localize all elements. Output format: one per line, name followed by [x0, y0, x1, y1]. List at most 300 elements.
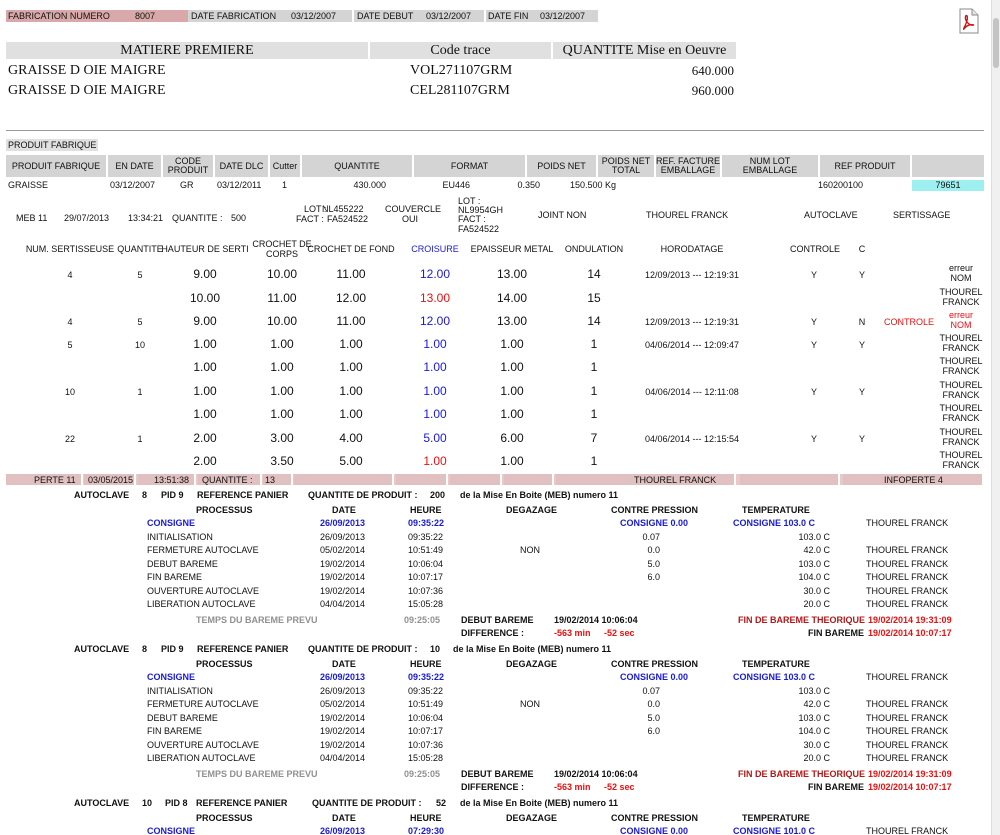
autoclave-header-2: HEURE	[410, 505, 442, 515]
couvercle-label: COUVERCLE	[385, 204, 442, 214]
processus-heure: 09:35:22	[408, 685, 444, 696]
serti-crochet-fond: 1.00	[339, 360, 363, 374]
ref-panier-label: REFERENCE PANIER	[197, 644, 289, 654]
serti-crochet-corps: 3.50	[270, 454, 294, 468]
meb-ref-text: de la Mise En Boite (MEB) numero 11	[460, 490, 619, 500]
perte-cell-7	[450, 474, 502, 485]
matiere-qty: 960.000	[691, 83, 734, 98]
processus-date: 05/02/2014	[320, 545, 366, 555]
produit-cell-4: 1	[282, 180, 288, 190]
lot1-value: NL455222	[322, 204, 364, 214]
processus-degazage: NON	[520, 545, 540, 555]
processus-date: 19/02/2014	[320, 585, 366, 596]
meb-time: 13:34:21	[128, 213, 164, 223]
processus-contre-pression: 0.0	[647, 699, 660, 709]
qte-produit: 10	[430, 644, 441, 654]
autoclave-header-2: HEURE	[410, 813, 442, 823]
processus-date: 04/04/2014	[320, 599, 366, 609]
autoclave-header-5: TEMPERATURE	[742, 813, 810, 823]
processus-heure: 09:35:22	[408, 531, 444, 542]
serti-ondulation: 1	[590, 384, 598, 398]
serti-header-1: QUANTITE	[117, 244, 163, 254]
autoclave-header-5: TEMPERATURE	[742, 659, 810, 669]
matiere-header: MATIERE PREMIERE	[6, 42, 368, 59]
produit-header-10: NUM LOT EMBALLAGE	[722, 155, 818, 177]
fin-bareme-label: FIN BAREME	[808, 782, 864, 792]
processus-heure: 09:35:22	[408, 672, 445, 682]
processus-date: 26/09/2013	[320, 826, 366, 835]
serti-croisure: 1.00	[423, 360, 447, 374]
serti-crochet-corps: 1.00	[270, 337, 294, 351]
serti-crochet-fond: 4.00	[339, 431, 363, 445]
processus-temperature: 104.0 C	[798, 726, 830, 736]
serti-croisure: 1.00	[423, 454, 447, 468]
meb-ref-text: de la Mise En Boite (MEB) numero 11	[453, 644, 612, 654]
processus-operator: THOUREL FRANCK	[866, 558, 949, 569]
serti-header-10: C	[858, 244, 866, 254]
processus-heure: 10:06:04	[408, 712, 444, 723]
produit-section-title: PRODUIT FABRIQUE	[8, 140, 97, 150]
serti-operator: THOUREL FRANCK	[939, 450, 983, 470]
serti-hauteur: 1.00	[193, 360, 217, 374]
autoclave-label: AUTOCLAVE	[74, 798, 130, 808]
serti-epaisseur: 1.00	[500, 454, 524, 468]
produit-cell-8: 150.500 Kg	[570, 180, 617, 190]
serti-ondulation: 14	[587, 267, 601, 281]
serti-qty: 5	[137, 270, 143, 280]
processus-name: FERMETURE AUTOCLAVE	[147, 699, 259, 709]
serti-epaisseur: 13.00	[496, 267, 528, 281]
serti-operator: THOUREL FRANCK	[939, 333, 983, 353]
autoclave-num: 10	[142, 798, 153, 808]
serti-controle: Y	[810, 434, 817, 444]
produit-cell-5: 430.000	[353, 180, 386, 190]
serti-operator: THOUREL FRANCK	[939, 356, 983, 376]
perte-info: INFOPERTE 4	[884, 475, 943, 485]
serti-ondulation: 1	[590, 337, 598, 351]
processus-name: LIBERATION AUTOCLAVE	[147, 753, 256, 763]
autoclave-header-1: DATE	[332, 659, 356, 669]
date-debut-value: 03/12/2007	[426, 11, 472, 21]
fin-bareme-value: 19/02/2014 10:07:17	[868, 782, 952, 792]
processus-heure: 07:29:30	[408, 826, 445, 835]
produit-header-4: Cutter	[270, 155, 300, 177]
couvercle-value: OUI	[402, 214, 419, 224]
processus-name: CONSIGNE	[147, 518, 196, 528]
processus-contre-pression: 5.0	[647, 712, 660, 723]
qte-produit: 200	[430, 490, 446, 500]
produit-cell-7: 0.350	[517, 180, 540, 190]
processus-heure: 10:51:49	[408, 699, 444, 709]
serti-operator: THOUREL FRANCK	[939, 403, 983, 423]
serti-qty: 10	[134, 340, 145, 350]
processus-temperature: CONSIGNE 103.0 C	[733, 518, 816, 528]
processus-date: 19/02/2014	[320, 712, 366, 723]
serti-croisure: 1.00	[423, 384, 447, 398]
temps-bareme-value: 09:25:05	[404, 769, 441, 779]
autoclave-header-0: PROCESSUS	[196, 659, 253, 669]
produit-cell-12: 79651	[912, 180, 984, 191]
processus-name: INITIALISATION	[147, 685, 213, 696]
serti-c: Y	[858, 340, 865, 350]
processus-operator: THOUREL FRANCK	[866, 739, 949, 750]
serti-epaisseur: 13.00	[496, 314, 528, 328]
perte-cell-10	[740, 474, 840, 485]
serti-qty: 1	[137, 434, 143, 444]
processus-heure: 09:35:22	[408, 518, 445, 528]
processus-date: 19/02/2014	[320, 726, 366, 736]
processus-heure: 10:51:49	[408, 545, 444, 555]
produit-header-1: EN DATE	[108, 155, 161, 177]
serti-controle: Y	[810, 270, 817, 280]
meb-autoclave: AUTOCLAVE	[804, 210, 858, 220]
serti-operator: THOUREL FRANCK	[939, 287, 983, 307]
autoclave-pid: PID 9	[161, 490, 184, 500]
serti-horodatage: 04/06/2014 --- 12:11:08	[645, 387, 739, 397]
qte-produit-label: QUANTITE DE PRODUIT :	[312, 798, 422, 808]
fab-numero-value: 8007	[135, 11, 156, 21]
serti-c: Y	[858, 270, 865, 280]
fact1-value: FA524522	[327, 214, 369, 224]
serti-croisure: 1.00	[423, 407, 447, 421]
processus-date: 26/09/2013	[320, 685, 366, 696]
date-fab-value: 03/12/2007	[291, 11, 337, 21]
processus-date: 26/09/2013	[320, 518, 366, 528]
processus-name: FIN BAREME	[147, 726, 203, 736]
processus-heure: 10:07:17	[408, 572, 444, 582]
serti-operator: THOUREL FRANCK	[939, 427, 983, 447]
serti-controle: Y	[810, 340, 817, 350]
processus-operator: THOUREL FRANCK	[866, 518, 949, 528]
qte-produit-label: QUANTITE DE PRODUIT :	[308, 490, 418, 500]
serti-hauteur: 9.00	[193, 314, 217, 328]
lot2-label: LOT :	[458, 196, 481, 206]
divider	[6, 130, 984, 131]
lot2-value: NL9954GH	[458, 205, 504, 215]
autoclave-label: AUTOCLAVE	[74, 644, 130, 654]
debut-bareme-value: 19/02/2014 10:06:04	[554, 615, 638, 625]
produit-header-6: FORMAT	[414, 155, 525, 177]
autoclave-label: AUTOCLAVE	[74, 490, 130, 500]
processus-temperature: CONSIGNE 103.0 C	[733, 672, 816, 682]
meb-qte: 500	[231, 213, 247, 223]
serti-operator: erreur NOM	[948, 310, 973, 330]
meb-date: 29/07/2013	[64, 213, 110, 223]
quantite-header: QUANTITE Mise en Oeuvre	[553, 42, 736, 59]
processus-temperature: 103.0 C	[798, 558, 830, 569]
processus-contre-pression: CONSIGNE 0.00	[620, 518, 689, 528]
autoclave-pid: PID 8	[165, 798, 188, 808]
matiere-qty: 640.000	[691, 63, 734, 78]
date-fab-label: DATE FABRICATION	[191, 11, 277, 21]
serti-num: 4	[67, 317, 73, 327]
processus-temperature: 20.0 C	[803, 753, 830, 763]
processus-contre-pression: 6.0	[647, 726, 660, 736]
serti-controle: Y	[810, 387, 817, 397]
serti-ondulation: 15	[587, 291, 601, 305]
serti-croisure: 12.00	[419, 267, 451, 281]
processus-temperature: 103.0 C	[798, 712, 830, 723]
serti-crochet-corps: 11.00	[267, 291, 297, 305]
serti-croisure: 5.00	[423, 431, 447, 445]
serti-crochet-fond: 1.00	[339, 384, 363, 398]
lot1-label: LOT :	[304, 204, 327, 214]
temps-bareme-label: TEMPS DU BAREME PREVU	[196, 769, 318, 779]
ref-panier-label: REFERENCE PANIER	[197, 490, 289, 500]
serti-qty: 5	[137, 317, 143, 327]
autoclave-header-1: DATE	[332, 813, 356, 823]
produit-cell-0: GRAISSE	[8, 180, 49, 190]
serti-header-3: CROCHET DE CORPS	[252, 239, 312, 259]
processus-degazage: NON	[520, 699, 540, 709]
serti-crochet-fond: 11.00	[336, 267, 366, 281]
processus-operator: THOUREL FRANCK	[866, 712, 949, 723]
autoclave-header-4: CONTRE PRESSION	[611, 659, 699, 669]
serti-num: 10	[64, 387, 75, 397]
serti-hauteur: 1.00	[193, 337, 217, 351]
fin-bareme-label: FIN BAREME	[808, 628, 864, 638]
difference-sec: -52 sec	[604, 628, 635, 638]
processus-operator: THOUREL FRANCK	[866, 585, 949, 596]
serti-ondulation: 7	[590, 431, 598, 445]
serti-horodatage: 04/06/2014 --- 12:15:54	[644, 434, 740, 444]
serti-hauteur: 1.00	[193, 384, 217, 398]
matiere-name: GRAISSE D OIE MAIGRE	[8, 83, 166, 98]
processus-contre-pression: CONSIGNE 0.00	[620, 826, 689, 835]
difference-label: DIFFERENCE :	[461, 628, 524, 638]
difference-sec: -52 sec	[604, 782, 635, 792]
autoclave-header-4: CONTRE PRESSION	[611, 813, 699, 823]
processus-contre-pression: CONSIGNE 0.00	[620, 672, 689, 682]
produit-cell-11: 160200100	[818, 180, 864, 190]
processus-name: INITIALISATION	[147, 531, 213, 542]
difference-min: -563 min	[554, 782, 591, 792]
meb-ref-text: de la Mise En Boite (MEB) numero 11	[460, 798, 619, 808]
perte-time: 13:51:38	[154, 475, 190, 485]
serti-crochet-corps: 1.00	[270, 384, 294, 398]
serti-croisure: 12.00	[419, 314, 451, 328]
serti-header-0: NUM. SERTISSEUSE	[25, 244, 115, 254]
processus-temperature: 103.0 C	[798, 531, 830, 542]
serti-ondulation: 1	[590, 407, 598, 421]
serti-c: N	[858, 317, 866, 327]
pdf-icon[interactable]	[958, 8, 980, 34]
processus-date: 19/02/2014	[320, 739, 366, 750]
fin-theorique-label: FIN DE BAREME THEORIQUE	[738, 615, 866, 625]
debut-bareme-value: 19/02/2014 10:06:04	[554, 769, 638, 779]
serti-horodatage: 12/09/2013 --- 12:19:31	[644, 317, 740, 327]
serti-horodatage: 12/09/2013 --- 12:19:31	[644, 270, 740, 280]
autoclave-num: 8	[142, 644, 148, 654]
autoclave-header-4: CONTRE PRESSION	[611, 505, 699, 515]
serti-header-5: CROISURE	[411, 244, 459, 254]
processus-temperature: CONSIGNE 101.0 C	[733, 826, 816, 835]
difference-label: DIFFERENCE :	[461, 782, 524, 792]
processus-heure: 10:07:36	[408, 739, 444, 750]
autoclave-header-5: TEMPERATURE	[742, 505, 810, 515]
processus-heure: 15:05:28	[408, 599, 444, 609]
processus-heure: 10:07:36	[408, 585, 444, 596]
processus-date: 19/02/2014	[320, 558, 366, 569]
scrollbar[interactable]	[991, 0, 1000, 835]
perte-label: PERTE 11	[34, 475, 76, 485]
date-fin-value: 03/12/2007	[540, 11, 586, 21]
produit-header-3: DATE DLC	[215, 155, 268, 177]
serti-header-4: CROCHET DE FOND	[307, 244, 395, 254]
processus-name: LIBERATION AUTOCLAVE	[147, 599, 256, 609]
processus-name: FIN BAREME	[147, 572, 203, 582]
serti-hauteur: 10.00	[189, 291, 221, 305]
processus-operator: THOUREL FRANCK	[866, 699, 949, 709]
serti-crochet-fond: 5.00	[339, 454, 363, 468]
produit-cell-2: GR	[180, 180, 194, 190]
serti-epaisseur: 1.00	[500, 407, 524, 421]
processus-date: 05/02/2014	[320, 699, 366, 709]
scrollbar-thumb[interactable]	[993, 18, 999, 68]
qte-produit: 52	[436, 798, 447, 808]
processus-name: CONSIGNE	[147, 672, 196, 682]
autoclave-header-3: DEGAZAGE	[506, 813, 558, 823]
perte-operator: THOUREL FRANCK	[634, 475, 717, 485]
serti-hauteur: 1.00	[193, 407, 217, 421]
processus-date: 26/09/2013	[320, 531, 366, 542]
autoclave-header-3: DEGAZAGE	[506, 659, 558, 669]
processus-operator: THOUREL FRANCK	[866, 672, 949, 682]
serti-crochet-corps: 1.00	[270, 407, 294, 421]
autoclave-pid: PID 9	[161, 644, 184, 654]
processus-heure: 10:07:17	[408, 726, 444, 736]
processus-operator: THOUREL FRANCK	[866, 826, 949, 835]
matiere-code: VOL271107GRM	[410, 63, 513, 78]
temps-bareme-label: TEMPS DU BAREME PREVU	[196, 615, 318, 625]
produit-header-8: POIDS NET TOTAL	[598, 155, 654, 177]
serti-crochet-corps: 3.00	[270, 431, 294, 445]
joint: JOINT NON	[538, 210, 587, 220]
autoclave-header-1: DATE	[332, 505, 356, 515]
fin-theorique-value: 19/02/2014 19:31:09	[868, 769, 952, 779]
serti-epaisseur: 1.00	[500, 360, 524, 374]
serti-num: 22	[64, 434, 75, 444]
meb-label: MEB 11	[16, 213, 48, 223]
serti-crochet-fond: 1.00	[339, 337, 363, 351]
serti-crochet-corps: 10.00	[266, 314, 298, 328]
fin-theorique-value: 19/02/2014 19:31:09	[868, 615, 952, 625]
serti-operator: erreur NOM	[948, 263, 973, 283]
processus-name: FERMETURE AUTOCLAVE	[147, 545, 259, 555]
serti-num: 4	[67, 270, 73, 280]
processus-temperature: 103.0 C	[798, 685, 830, 696]
produit-cell-6: EU446	[442, 180, 470, 190]
debut-bareme-label: DEBUT BAREME	[461, 615, 534, 625]
serti-crochet-fond: 12.00	[335, 291, 367, 305]
perte-date: 03/05/2015	[88, 475, 134, 485]
serti-epaisseur: 1.00	[500, 384, 524, 398]
processus-contre-pression: 6.0	[647, 572, 660, 582]
serti-croisure: 1.00	[423, 337, 447, 351]
serti-crochet-corps: 10.00	[266, 267, 298, 281]
produit-header-0: PRODUIT FABRIQUE	[6, 155, 106, 177]
processus-name: OUVERTURE AUTOCLAVE	[147, 739, 260, 750]
serti-ondulation: 1	[590, 454, 598, 468]
temps-bareme-value: 09:25:05	[404, 615, 441, 625]
produit-header-11: REF PRODUIT	[820, 155, 910, 177]
autoclave-header-0: PROCESSUS	[196, 813, 253, 823]
processus-operator: THOUREL FRANCK	[866, 753, 949, 763]
processus-contre-pression: 0.0	[647, 545, 660, 555]
processus-heure: 15:05:28	[408, 753, 444, 763]
processus-contre-pression: 0.07	[642, 685, 660, 696]
produit-header-2: CODE PRODUIT	[163, 155, 213, 177]
serti-operator: THOUREL FRANCK	[939, 380, 983, 400]
serti-header-2: HAUTEUR DE SERTI	[161, 244, 249, 254]
processus-name: DEBUT BAREME	[147, 558, 218, 569]
matiere-code: CEL281107GRM	[410, 83, 510, 98]
serti-epaisseur: 14.00	[496, 291, 528, 305]
processus-name: DEBUT BAREME	[147, 712, 218, 723]
serti-ondulation: 14	[587, 314, 601, 328]
meb-sertissage: SERTISSAGE	[893, 210, 951, 220]
fab-numero-label: FABRICATION NUMERO	[8, 11, 110, 21]
perte-cell-5	[294, 474, 394, 485]
autoclave-header-0: PROCESSUS	[196, 505, 253, 515]
processus-date: 26/09/2013	[320, 672, 366, 682]
fact2-value: FA524522	[458, 224, 500, 234]
processus-operator: THOUREL FRANCK	[866, 545, 949, 555]
produit-header-7: POIDS NET	[527, 155, 596, 177]
processus-name: CONSIGNE	[147, 826, 196, 835]
serti-header-9: CONTROLE	[789, 244, 840, 254]
serti-controle-flag: CONTROLE	[884, 317, 935, 327]
processus-operator: THOUREL FRANCK	[866, 599, 949, 609]
serti-horodatage: 04/06/2014 --- 12:09:47	[644, 340, 740, 350]
processus-temperature: 104.0 C	[798, 572, 830, 582]
serti-controle: Y	[810, 317, 817, 327]
autoclave-num: 8	[142, 490, 148, 500]
serti-ondulation: 1	[590, 360, 598, 374]
debut-bareme-label: DEBUT BAREME	[461, 769, 534, 779]
processus-contre-pression: 5.0	[647, 558, 660, 569]
date-fin-label: DATE FIN	[488, 11, 529, 21]
processus-contre-pression: 0.07	[642, 531, 660, 542]
code-trace-header: Code trace	[370, 42, 551, 59]
serti-num: 5	[67, 340, 73, 350]
autoclave-header-3: DEGAZAGE	[506, 505, 558, 515]
serti-croisure: 13.00	[419, 291, 451, 305]
serti-hauteur: 2.00	[193, 431, 217, 445]
serti-header-6: EPAISSEUR METAL	[470, 244, 554, 254]
perte-qte-label: QUANTITE :	[202, 475, 253, 485]
produit-header-12	[912, 155, 984, 177]
processus-operator: THOUREL FRANCK	[866, 572, 949, 582]
meb-qte-label: QUANTITE :	[172, 213, 223, 223]
qte-produit-label: QUANTITE DE PRODUIT :	[308, 644, 418, 654]
serti-crochet-corps: 1.00	[270, 360, 294, 374]
processus-temperature: 30.0 C	[803, 739, 830, 750]
produit-header-5: QUANTITE	[302, 155, 412, 177]
serti-epaisseur: 1.00	[500, 337, 524, 351]
processus-date: 04/04/2014	[320, 753, 366, 763]
processus-temperature: 30.0 C	[803, 585, 830, 596]
fact2-label: FACT :	[458, 214, 486, 224]
fact1-label: FACT :	[296, 214, 324, 224]
processus-name: OUVERTURE AUTOCLAVE	[147, 585, 260, 596]
produit-header-9: REF. FACTURE EMBALLAGE	[656, 156, 721, 175]
processus-temperature: 42.0 C	[803, 699, 830, 709]
perte-qte: 13	[265, 475, 276, 485]
produit-cell-1: 03/12/2007	[110, 180, 156, 190]
serti-c: Y	[858, 387, 865, 397]
serti-epaisseur: 6.00	[500, 431, 524, 445]
